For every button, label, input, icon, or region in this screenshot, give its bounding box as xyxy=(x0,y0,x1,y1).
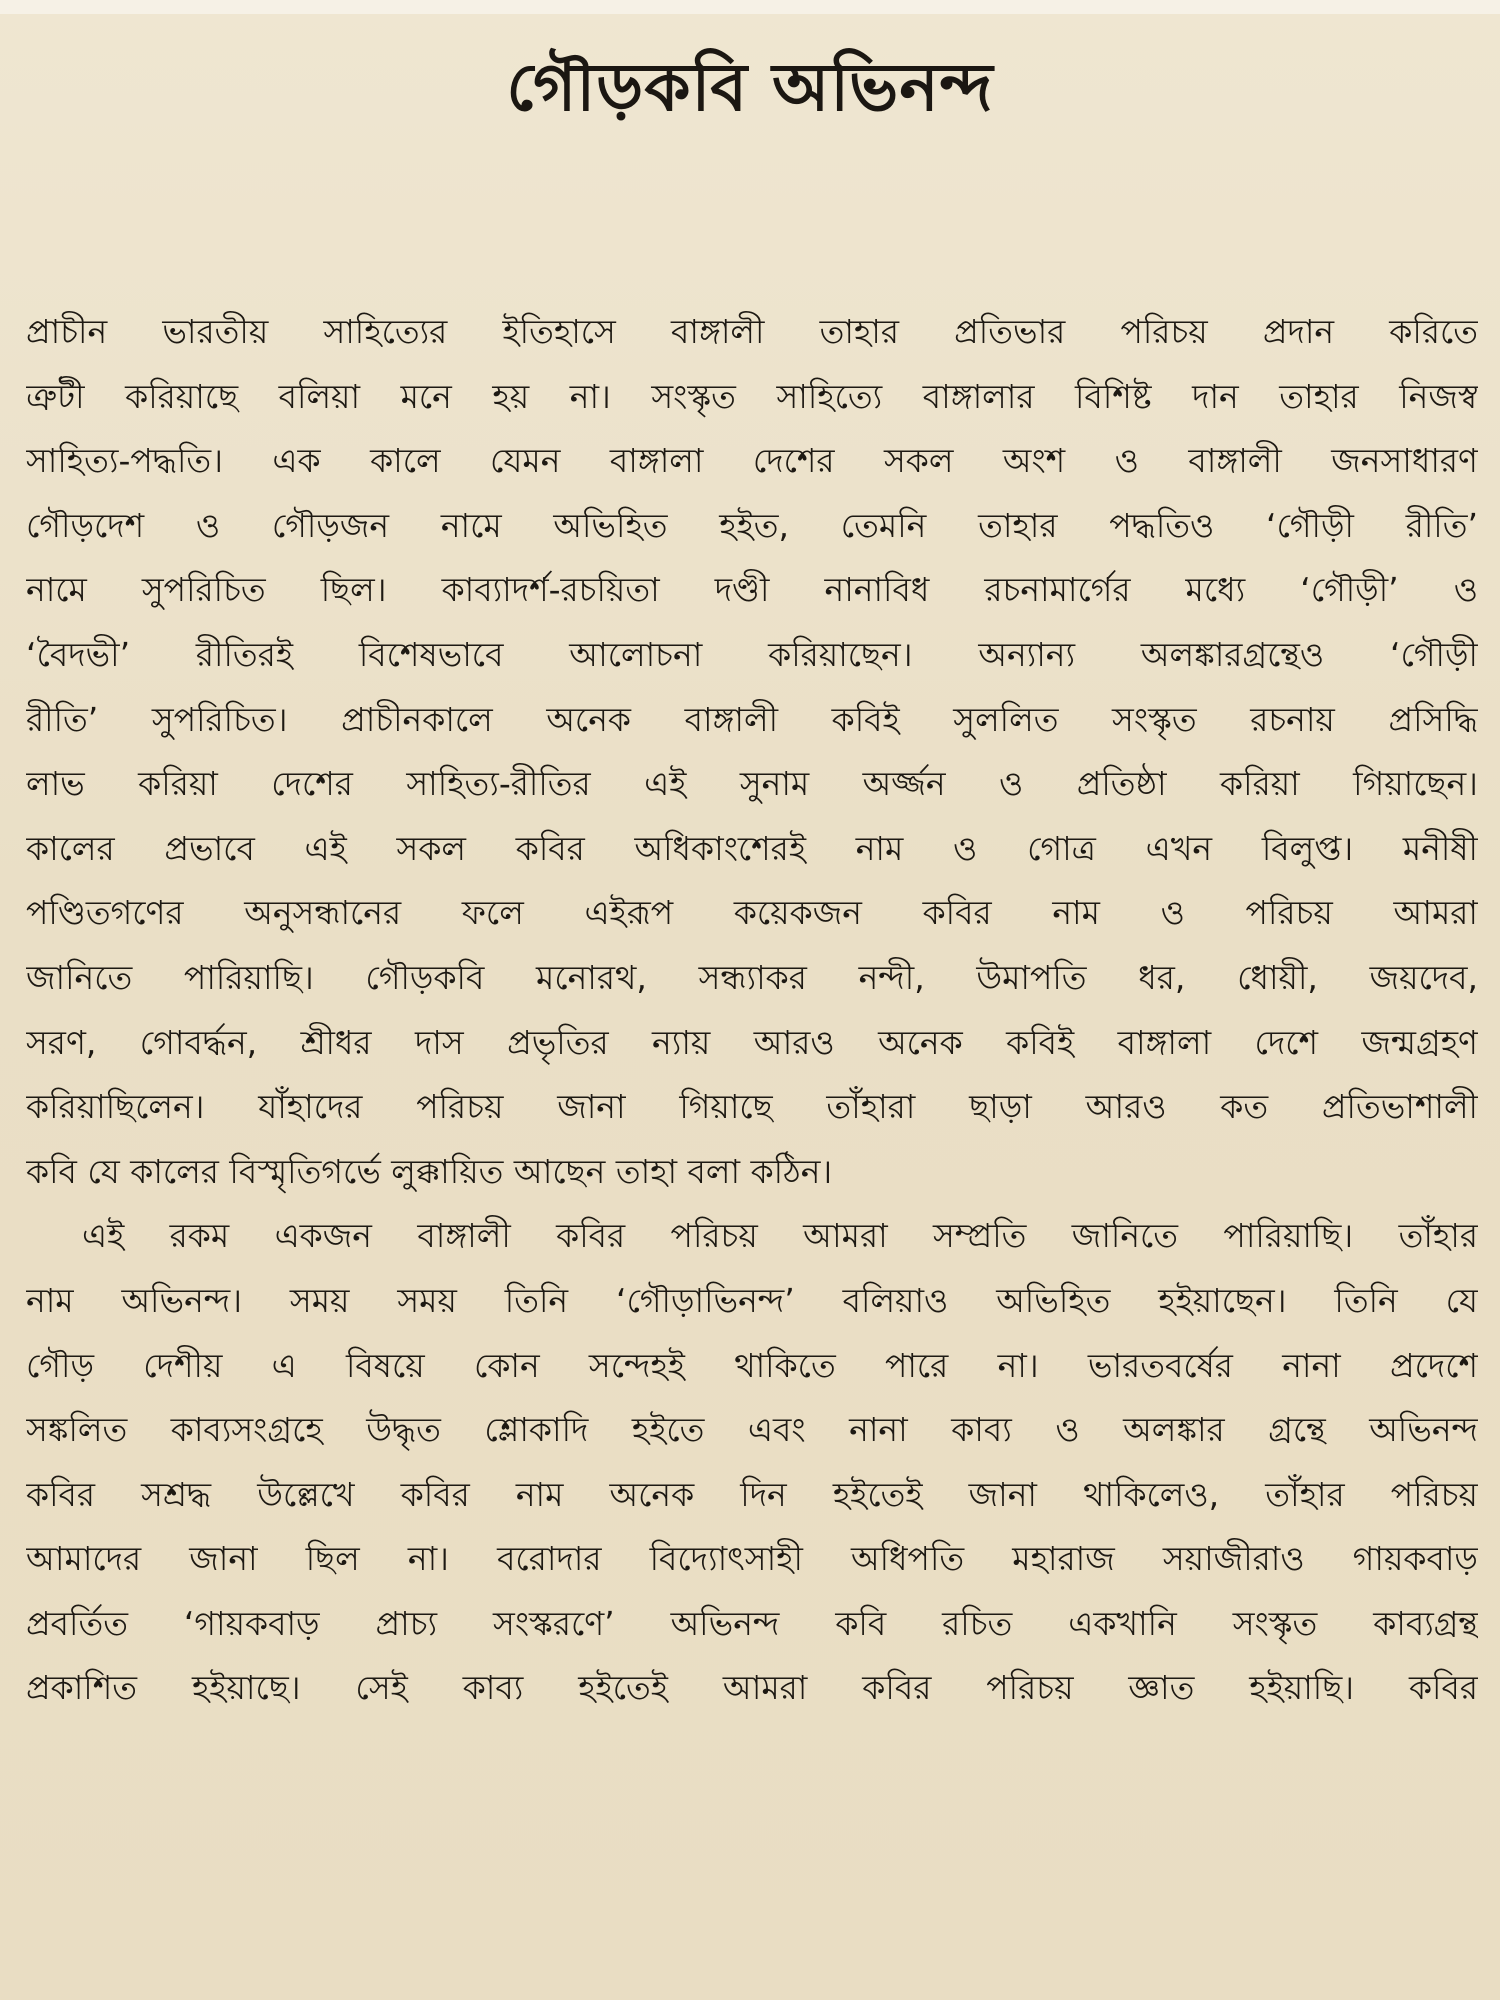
text-line: লাভ করিয়া দেশের সাহিত্য-রীতির এই সুনাম অর্জ্জন ও প্রতিষ্ঠা করিয়া গিয়াছেন। xyxy=(26,764,1478,804)
body-text xyxy=(26,300,1478,1721)
paragraph-start-line: এই রকম একজন বাঙ্গালী কবির পরিচয় আমরা সম্প্রতি জানিতে পারিয়াছি। তাঁহার xyxy=(82,1216,1478,1256)
text-line: প্রকাশিত হইয়াছে। সেই কাব্য হইতেই আমরা কবির পরিচয় জ্ঞাত হইয়াছি। কবির xyxy=(26,1668,1478,1708)
text-line: পণ্ডিতগণের অনুসন্ধানের ফলে এইরূপ কয়েকজন কবির নাম ও পরিচয় আমরা xyxy=(26,893,1478,933)
text-line: সরণ, গোবর্দ্ধন, শ্রীধর দাস প্রভৃতির ন্যায় আরও অনেক কবিই বাঙ্গালা দেশে জন্মগ্রহণ xyxy=(26,1022,1478,1062)
text-line: গৌড় দেশীয় এ বিষয়ে কোন সন্দেহই থাকিতে পারে না। ভারতবর্ষের নানা প্রদেশে xyxy=(26,1345,1478,1385)
text-line: রীতি’ সুপরিচিত। প্রাচীনকালে অনেক বাঙ্গালী কবিই সুললিত সংস্কৃত রচনায় প্রসিদ্ধি xyxy=(26,699,1478,739)
text-line: সঙ্কলিত কাব্যসংগ্রহে উদ্ধৃত শ্লোকাদি হইতে এবং নানা কাব্য ও অলঙ্কার গ্রন্থে অভিনন্দ xyxy=(26,1410,1478,1450)
text-line: ‘বৈদভী’ রীতিরই বিশেষভাবে আলোচনা করিয়াছেন। অন্যান্য অলঙ্কারগ্রন্থেও ‘গৌড়ী xyxy=(26,634,1478,674)
text-line: কালের প্রভাবে এই সকল কবির অধিকাংশেরই নাম ও গোত্র এখন বিলুপ্ত। মনীষী xyxy=(26,828,1478,868)
text-line: জানিতে পারিয়াছি। গৌড়কবি মনোরথ, সন্ধ্যাকর নন্দী, উমাপতি ধর, ধোয়ী, জয়দেব, xyxy=(26,957,1478,997)
text-line: প্রবর্তিত ‘গায়কবাড় প্রাচ্য সংস্করণে’ অভিনন্দ কবি রচিত একখানি সংস্কৃত কাব্যগ্রন্থ xyxy=(26,1603,1478,1643)
page-top-edge xyxy=(0,0,1500,14)
text-line: কবির সশ্রদ্ধ উল্লেখে কবির নাম অনেক দিন হইতেই জানা থাকিলেও, তাঁহার পরিচয় xyxy=(26,1474,1478,1514)
text-line: ত্রুটী করিয়াছে বলিয়া মনে হয় না। সংস্কৃত সাহিত্যে বাঙ্গালার বিশিষ্ট দান তাহার নিজস্ব xyxy=(26,376,1478,416)
text-line: আমাদের জানা ছিল না। বরোদার বিদ্যোৎসাহী অধিপতি মহারাজ সয়াজীরাও গায়কবাড় xyxy=(26,1539,1478,1579)
text-line: নাম অভিনন্দ। সময় সময় তিনি ‘গৌড়াভিনন্দ’ বলিয়াও অভিহিত হইয়াছেন। তিনি যে xyxy=(26,1280,1478,1320)
text-line: করিয়াছিলেন। যাঁহাদের পরিচয় জানা গিয়াছে তাঁহারা ছাড়া আরও কত প্রতিভাশালী xyxy=(26,1087,1478,1127)
text-line: নামে সুপরিচিত ছিল। কাব্যাদর্শ-রচয়িতা দণ্ডী নানাবিধ রচনামার্গের মধ্যে ‘গৌড়ী’ ও xyxy=(26,570,1478,610)
paragraph-end-line: কবি যে কালের বিস্মৃতিগর্ভে লুক্কায়িত আছেন তাহা বলা কঠিন। xyxy=(26,1151,833,1191)
text-line: সাহিত্য-পদ্ধতি। এক কালে যেমন বাঙ্গালা দেশের সকল অংশ ও বাঙ্গালী জনসাধারণ xyxy=(26,441,1478,481)
text-line: গৌড়দেশ ও গৌড়জন নামে অভিহিত হইত, তেমনি তাহার পদ্ধতিও ‘গৌড়ী রীতি’ xyxy=(26,505,1478,545)
text-line: প্রাচীন ভারতীয় সাহিত্যের ইতিহাসে বাঙ্গালী তাহার প্রতিভার পরিচয় প্রদান করিতে xyxy=(26,312,1478,351)
page-title: গৌড়কবি অভিনন্দ xyxy=(506,49,994,126)
